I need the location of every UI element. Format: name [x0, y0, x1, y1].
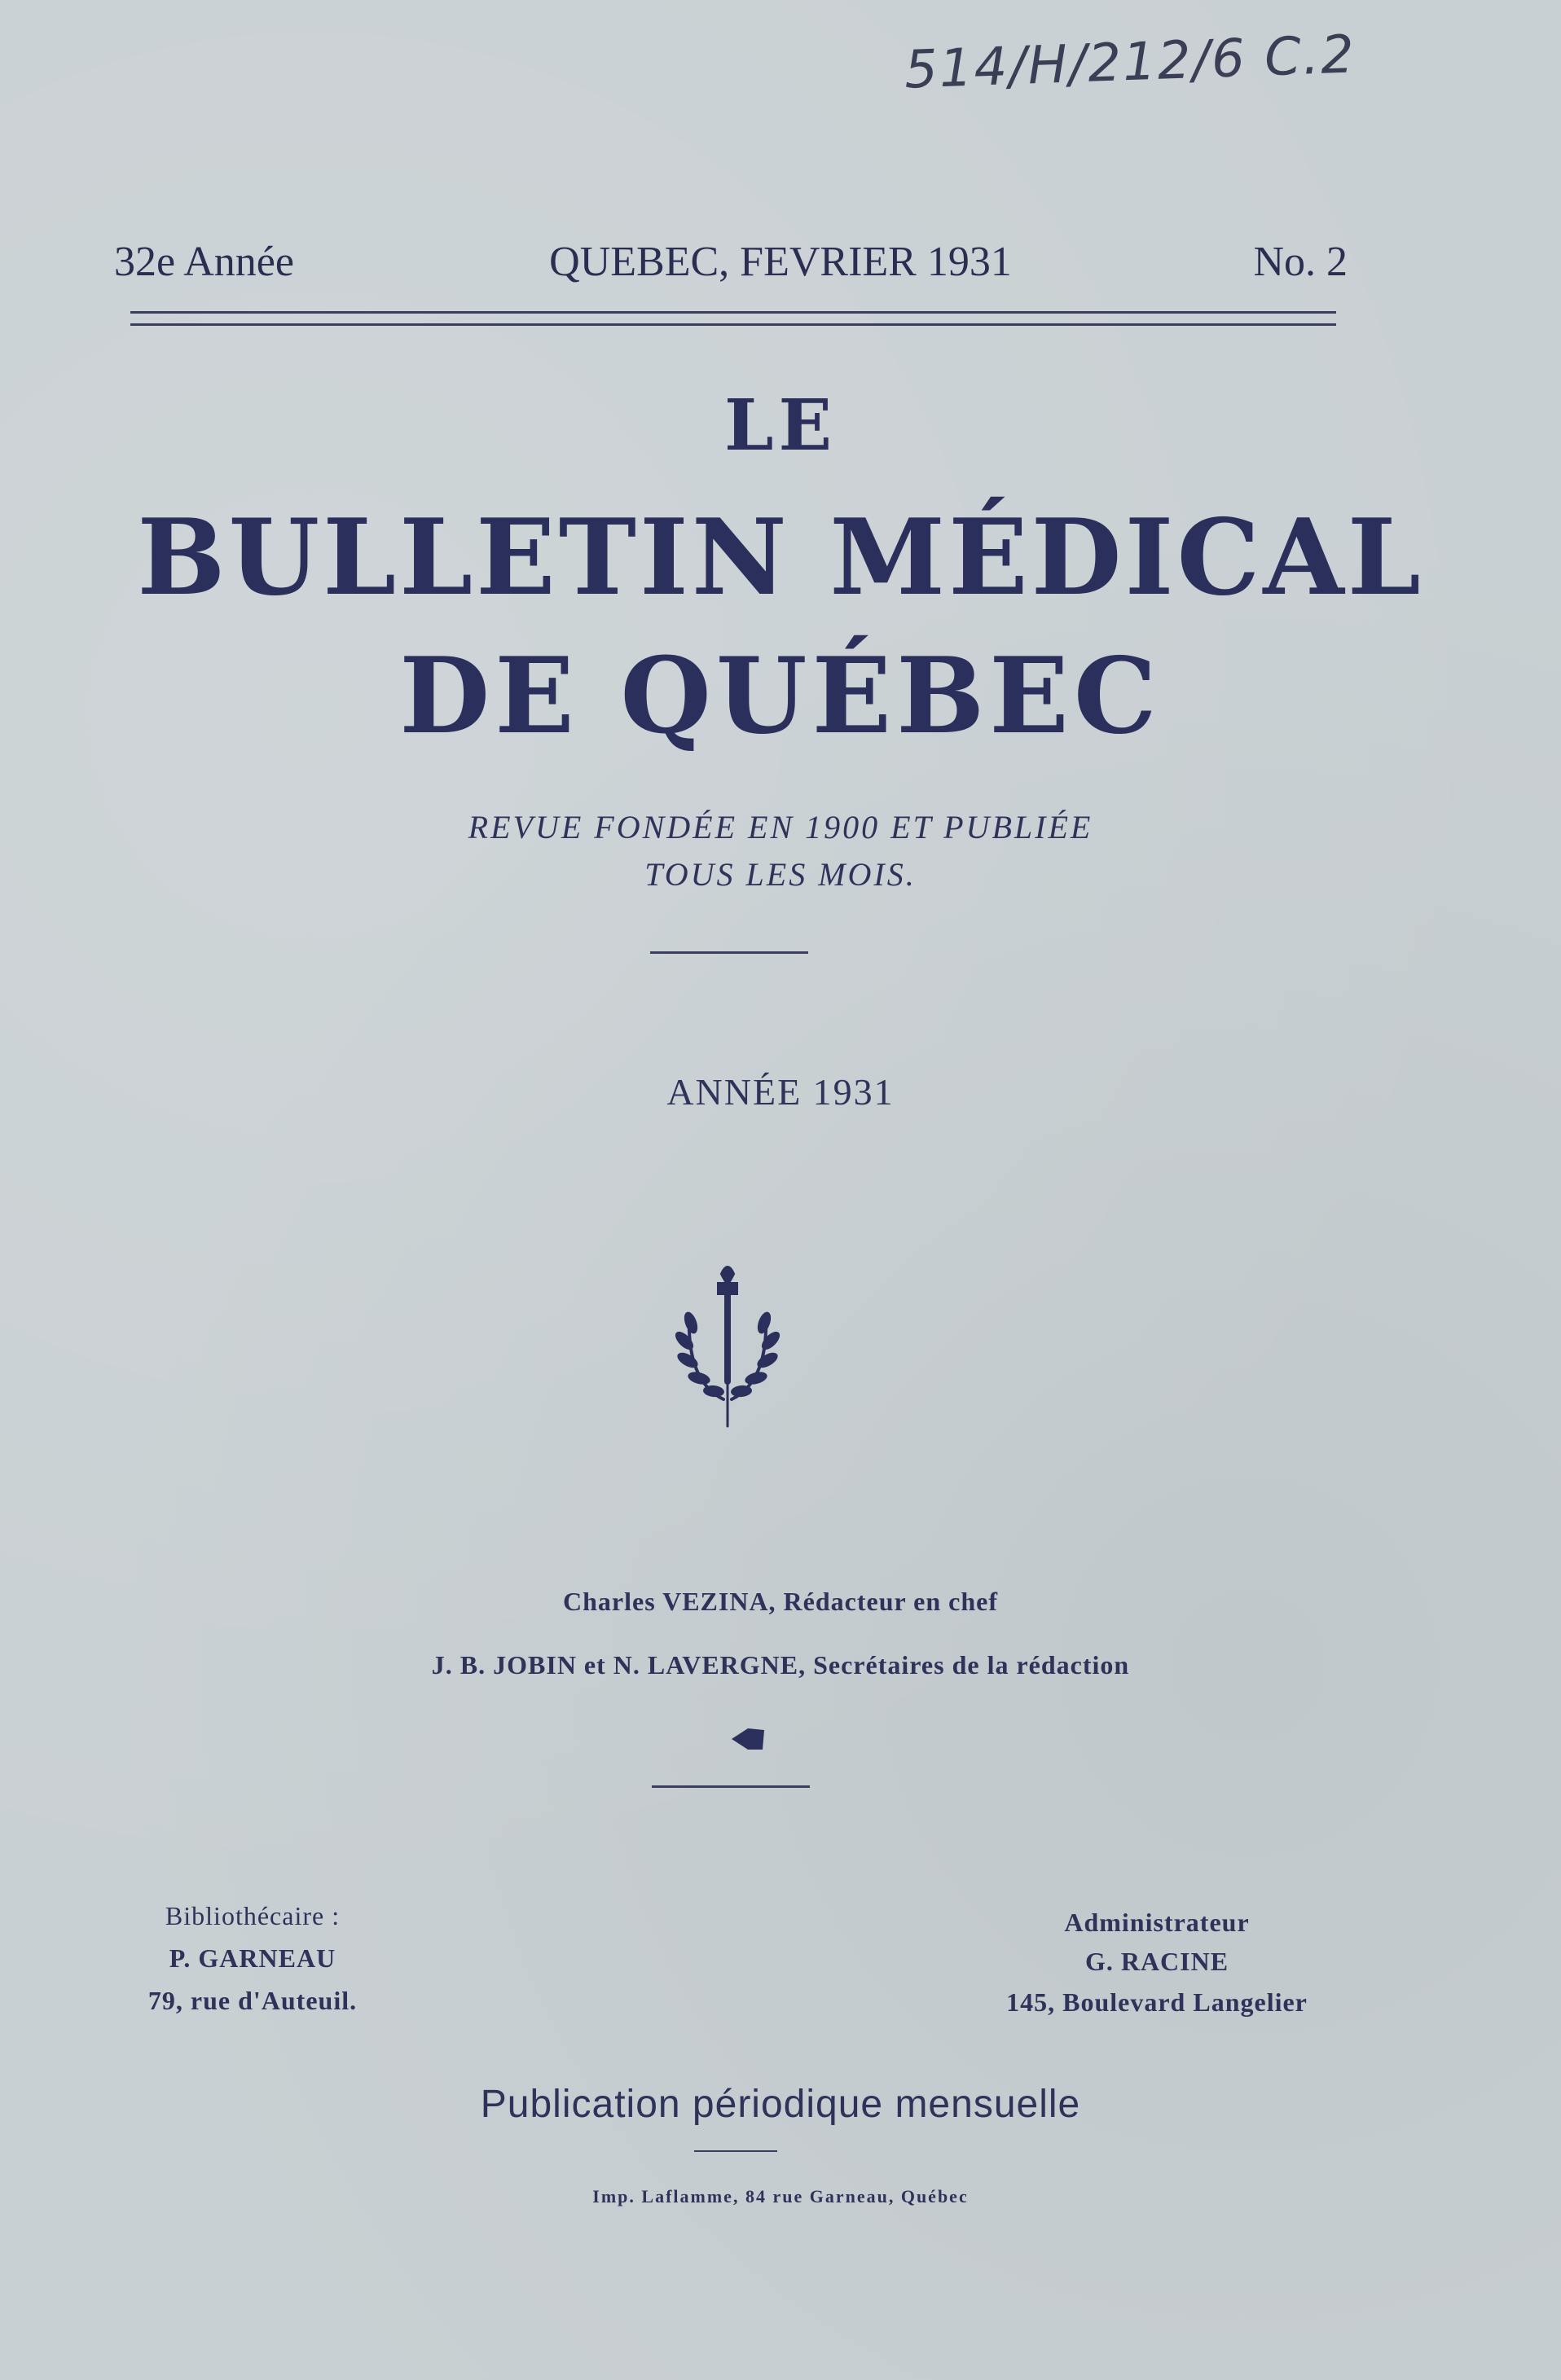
divider-rule-3 — [694, 2150, 777, 2152]
tagline-line-1: REVUE FONDÉE EN 1900 ET PUBLIÉE — [468, 809, 1093, 845]
issue-number-label: No. 2 — [1253, 239, 1348, 285]
handwritten-call-number — [903, 24, 1426, 122]
call-number-text: 514/H/212/6 C.2 — [903, 24, 1357, 101]
tagline-line-2: TOUS LES MOIS. — [644, 856, 917, 893]
header-double-rule — [130, 311, 1336, 326]
librarian-name: P. GARNEAU — [169, 1943, 336, 1973]
title-line-2: DE QUÉBEC — [399, 635, 1162, 757]
title-line-1: BULLETIN MÉDICAL — [137, 497, 1424, 619]
administrator-address: 145, Boulevard Langelier — [1006, 1987, 1308, 2017]
divider-rule-2 — [652, 1785, 810, 1788]
librarian-role: Bibliothécaire : — [165, 1901, 341, 1930]
place-date-label: QUEBEC, FEVRIER 1931 — [549, 239, 1012, 285]
librarian-block — [90, 1901, 416, 2031]
publication-frequency: Publication périodique mensuelle — [480, 2083, 1081, 2126]
administrator-block — [953, 1908, 1361, 2038]
torch-laurel-icon — [666, 1259, 789, 1430]
volume-label: 32e Année — [114, 239, 294, 285]
divider-rule — [650, 951, 808, 954]
editor-in-chief-line: Charles VEZINA, Rédacteur en chef — [563, 1587, 998, 1616]
secretaries-line: J. B. JOBIN et N. LAVERGNE, Secrétaires de la rédaction — [431, 1650, 1130, 1680]
year-label: ANNÉE 1931 — [666, 1071, 895, 1113]
administrator-role: Administrateur — [1064, 1908, 1250, 1937]
administrator-name: G. RACINE — [1084, 1947, 1229, 1976]
pointing-hand-icon — [730, 1725, 766, 1753]
librarian-address: 79, rue d'Auteuil. — [147, 1986, 358, 2015]
title-article: LE — [723, 384, 838, 467]
printer-imprint: Imp. Laflamme, 84 rue Garneau, Québec — [592, 2186, 969, 2207]
